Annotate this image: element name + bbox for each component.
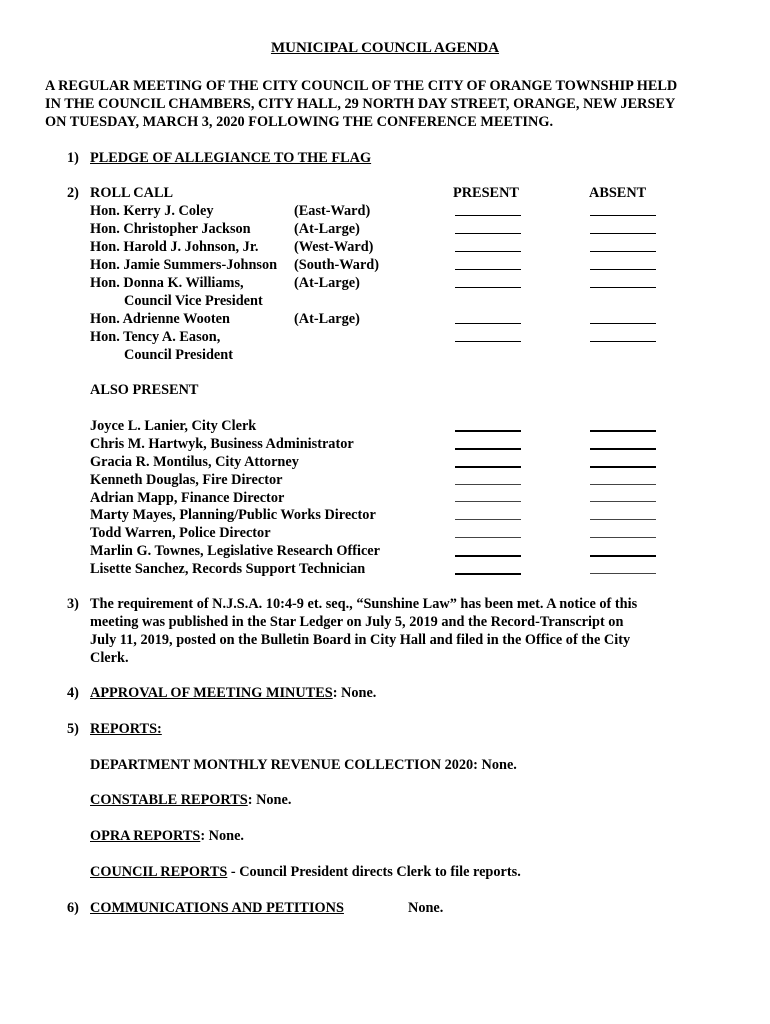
constable-reports-value: : None. (247, 792, 292, 808)
present-blank (455, 341, 521, 342)
communications-heading: COMMUNICATIONS AND PETITIONS (90, 900, 344, 916)
also-present-heading: ALSO PRESENT (90, 382, 199, 398)
member-ward: (At-Large) (294, 221, 360, 237)
absent-blank (590, 501, 656, 502)
staff-name: Gracia R. Montilus, City Attorney (90, 454, 299, 470)
absent-blank (590, 341, 656, 342)
absent-blank (590, 466, 656, 468)
member-name: Hon. Adrienne Wooten (90, 311, 230, 327)
sunshine-law-line: meeting was published in the Star Ledger on July 5, 2019 and the Record-Transcript on (90, 614, 624, 630)
approval-minutes-heading: APPROVAL OF MEETING MINUTES (90, 685, 333, 701)
item-number: 5) (67, 721, 79, 737)
present-column-header: PRESENT (453, 185, 519, 201)
communications-value: None. (408, 900, 444, 916)
present-blank (455, 215, 521, 216)
intro-line-3: ON TUESDAY, MARCH 3, 2020 FOLLOWING THE CONFERENCE MEETING. (45, 114, 554, 130)
staff-name: Adrian Mapp, Finance Director (90, 490, 285, 506)
member-name: Hon. Donna K. Williams, (90, 275, 244, 291)
member-ward: (West-Ward) (294, 239, 374, 255)
member-ward: (East-Ward) (294, 203, 371, 219)
page-title: MUNICIPAL COUNCIL AGENDA (270, 40, 500, 56)
member-name: Hon. Tency A. Eason, (90, 329, 221, 345)
present-blank (455, 519, 521, 520)
staff-name: Joyce L. Lanier, City Clerk (90, 418, 257, 434)
intro-line-1: A REGULAR MEETING OF THE CITY COUNCIL OF THE CITY OF ORANGE TOWNSHIP HELD (45, 78, 678, 94)
pledge-heading: PLEDGE OF ALLEGIANCE TO THE FLAG (90, 150, 372, 166)
reports-heading: REPORTS: (90, 721, 162, 737)
present-blank (455, 573, 521, 575)
present-blank (455, 323, 521, 324)
staff-name: Marty Mayes, Planning/Public Works Director (90, 507, 376, 523)
opra-reports-row (90, 827, 244, 845)
member-name: Hon. Kerry J. Coley (90, 203, 214, 219)
present-blank (455, 430, 521, 432)
council-reports-row (90, 863, 521, 881)
member-title: Council President (124, 347, 233, 363)
absent-blank (590, 448, 656, 450)
intro-line-2: IN THE COUNCIL CHAMBERS, CITY HALL, 29 NORTH DAY STREET, ORANGE, NEW JERSEY (45, 96, 676, 112)
item-number: 1) (67, 150, 79, 166)
sunshine-law-line: Clerk. (90, 650, 129, 666)
member-ward: (At-Large) (294, 311, 360, 327)
absent-blank (590, 484, 656, 485)
roll-call-heading: ROLL CALL (90, 185, 174, 201)
present-blank (455, 555, 521, 557)
approval-minutes-row (90, 684, 376, 702)
absent-blank (590, 269, 656, 270)
absent-blank (590, 215, 656, 216)
present-blank (455, 501, 521, 502)
approval-minutes-value: : None. (332, 685, 377, 701)
item-number: 3) (67, 596, 79, 612)
staff-name: Marlin G. Townes, Legislative Research Officer (90, 543, 381, 559)
present-blank (455, 251, 521, 252)
absent-blank (590, 251, 656, 252)
present-blank (455, 269, 521, 270)
absent-blank (590, 430, 656, 432)
absent-blank (590, 287, 656, 288)
dept-revenue-line: DEPARTMENT MONTHLY REVENUE COLLECTION 2020: None. (90, 757, 517, 773)
item-number: 4) (67, 685, 79, 701)
absent-blank (590, 573, 656, 574)
absent-blank (590, 555, 656, 557)
member-ward: (South-Ward) (294, 257, 379, 273)
opra-reports-value: : None. (200, 828, 244, 844)
constable-reports-row (90, 791, 291, 809)
member-name: Hon. Jamie Summers-Johnson (90, 257, 278, 273)
sunshine-law-line: The requirement of N.J.S.A. 10:4-9 et. seq., “Sunshine Law” has been met. A notice of this (90, 596, 638, 612)
member-title: Council Vice President (124, 293, 263, 309)
absent-blank (590, 519, 656, 520)
member-name: Hon. Harold J. Johnson, Jr. (90, 239, 259, 255)
present-blank (455, 466, 521, 468)
member-name: Hon. Christopher Jackson (90, 221, 251, 237)
sunshine-law-line: July 11, 2019, posted on the Bulletin Board in City Hall and filed in the Office of the City (90, 632, 631, 648)
absent-blank (590, 323, 656, 324)
constable-reports-heading: CONSTABLE REPORTS (90, 792, 248, 808)
absent-column-header: ABSENT (589, 185, 647, 201)
absent-blank (590, 537, 656, 538)
absent-blank (590, 233, 656, 234)
opra-reports-heading: OPRA REPORTS (90, 828, 201, 844)
present-blank (455, 484, 521, 485)
staff-name: Lisette Sanchez, Records Support Technician (90, 561, 366, 577)
member-ward: (At-Large) (294, 275, 360, 291)
present-blank (455, 233, 521, 234)
present-blank (455, 537, 521, 538)
council-reports-heading: COUNCIL REPORTS (90, 864, 228, 880)
item-number: 2) (67, 185, 79, 201)
staff-name: Todd Warren, Police Director (90, 525, 271, 541)
staff-name: Kenneth Douglas, Fire Director (90, 472, 283, 488)
item-number: 6) (67, 900, 79, 916)
present-blank (455, 287, 521, 288)
council-reports-value: - Council President directs Clerk to file reports. (227, 864, 521, 880)
staff-name: Chris M. Hartwyk, Business Administrator (90, 436, 354, 452)
present-blank (455, 448, 521, 450)
